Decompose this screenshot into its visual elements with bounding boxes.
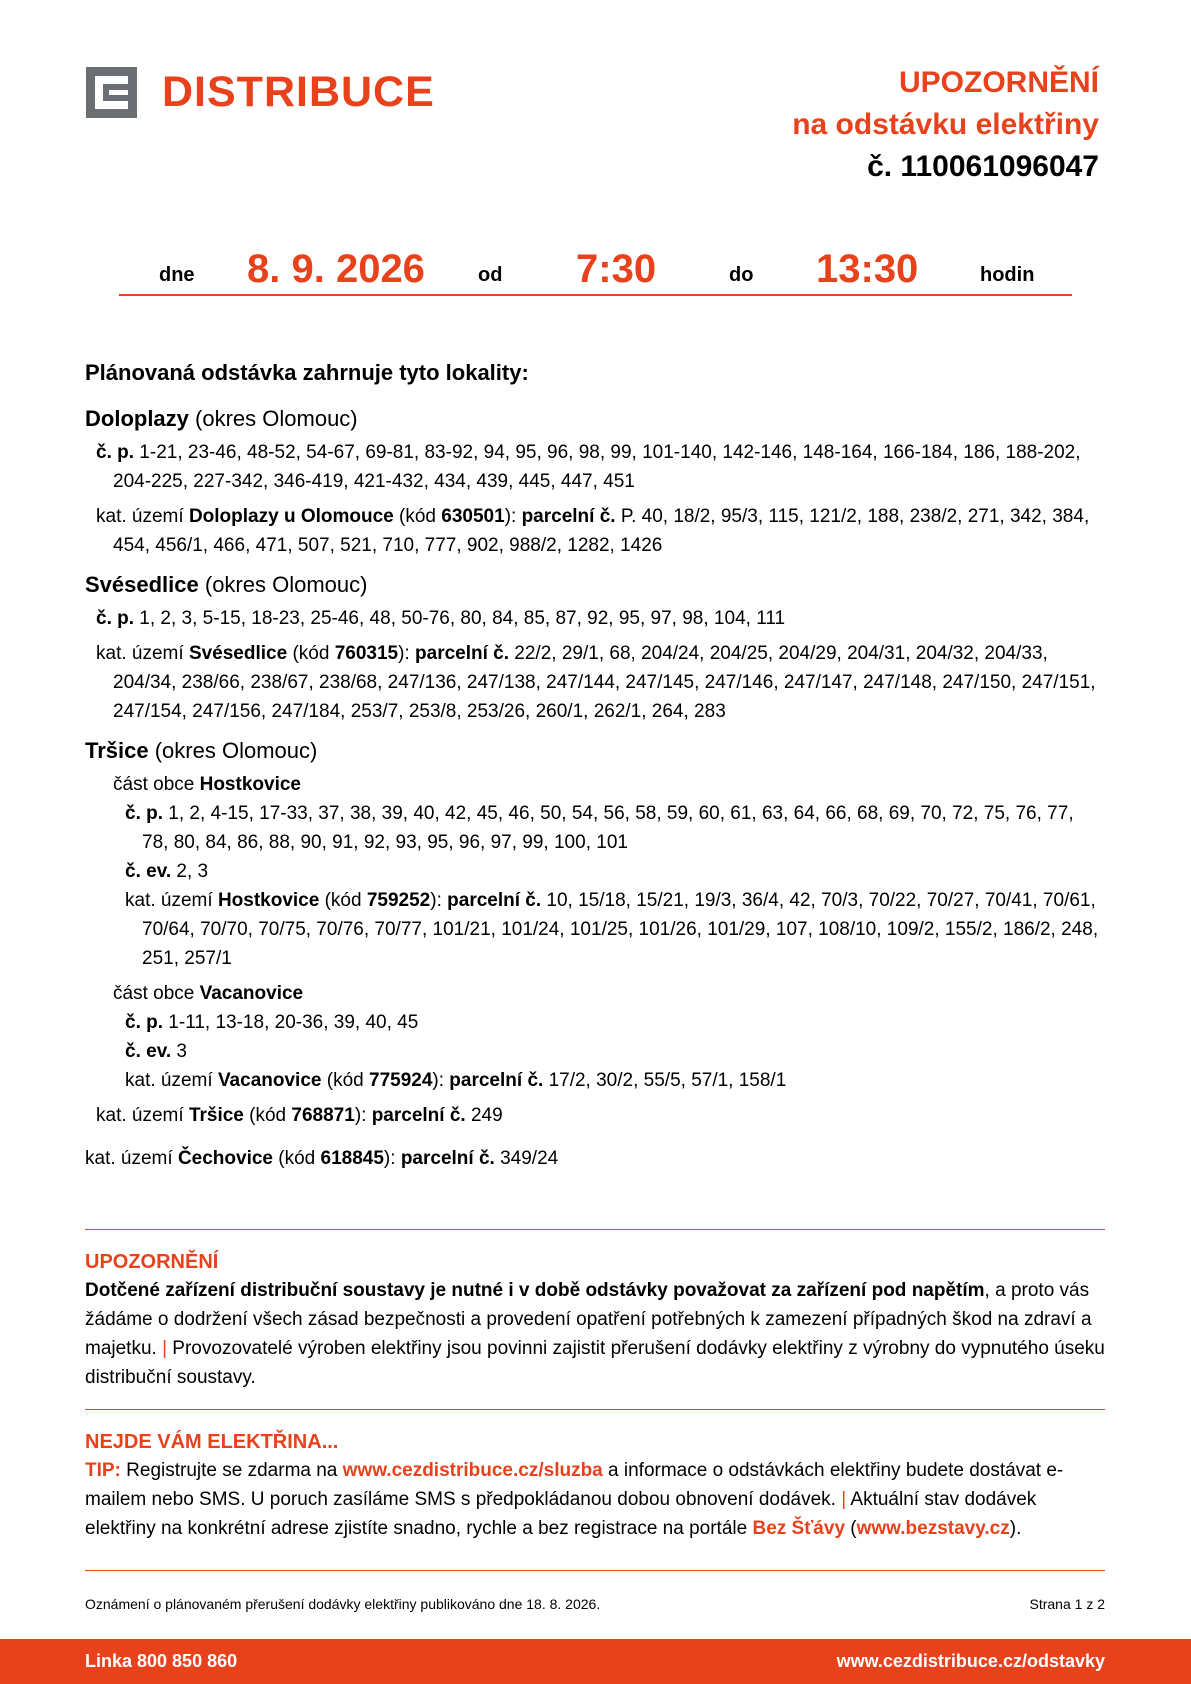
house-numbers: č. p. 1-21, 23-46, 48-52, 54-67, 69-81, 83-92, 94, 95, 96, 98, 99, 101-140, 142-146, 148-164, 166-184, 186, 188-202, 204-225, 227-342, 346-419, 421-432, 434, 439, 445, 447, 451 (96, 442, 1081, 492)
notice-title-line1: UPOZORNĚNÍ (898, 66, 1099, 99)
cadastral-parcels: kat. území Vacanovice (kód 775924): parcelní č. 17/2, 30/2, 55/5, 57/1, 158/1 (125, 1070, 787, 1091)
locality-svesedlice: Svésedlice (okres Olomouc) (85, 572, 368, 597)
bez-stavy-brand: Bez Šťávy (752, 1518, 846, 1539)
hotline[interactable]: Linka 800 850 860 (85, 1651, 238, 1671)
localities-section (85, 358, 1105, 1173)
registry-numbers: č. ev. 3 (125, 1041, 187, 1062)
municipal-part-vacanovice: část obce Vacanovice (113, 983, 304, 1004)
footer-url[interactable]: www.cezdistribuce.cz/odstavky (836, 1651, 1105, 1671)
locality-name: Svésedlice (85, 572, 199, 597)
municipal-part-hostkovice: část obce Hostkovice (113, 774, 301, 795)
warning-text: Dotčené zařízení distribuční soustavy je nutné i v době odstávky považovat za zařízení pod napětím, a proto vás žádáme o dodržení všech zásad bezpečnosti a provedení opatření potřebných k zamezení případných škod na zdraví a majetku. | Provozovatelé výroben elektřiny jsou povinni zajistit přerušení dodávky elektřiny z výrobny do vypnutého úseku distribuční soustavy. (85, 1280, 1105, 1388)
locality-name: Doloplazy (85, 406, 189, 431)
to-time: 13:30 (816, 247, 919, 291)
footer-bar (0, 1639, 1191, 1684)
notice-title (792, 62, 1099, 188)
cadastral-parcels: kat. území Doloplazy u Olomouce (kód 630501): parcelní č. P. 40, 18/2, 95/3, 115, 121/2, 188, 238/2, 271, 342, 384, 454, 456/1, 466, 471, 507, 521, 710, 777, 902, 988/2, 1282, 1426 (96, 506, 1090, 556)
cadastral-parcels: kat. území Svésedlice (kód 760315): parcelní č. 22/2, 29/1, 68, 204/24, 204/25, 204/29, 204/31, 204/32, 204/33, 204/34, 238/66, 238/67, 238/68, 247/136, 247/138, 247/144, 247/145, 247/146, 247/147, 247/148, 247/150, 247/151, 247/154, 247/156, 247/184, 253/7, 253/8, 253/26, 260/1, 262/1, 264, 283 (96, 643, 1096, 722)
outage-schedule (119, 243, 1072, 296)
locality-trsice: Tršice (okres Olomouc) (85, 738, 318, 763)
divider (85, 1570, 1105, 1571)
page-number: Strana 1 z 2 (1029, 1596, 1105, 1612)
locality-doloplazy: Doloplazy (okres Olomouc) (85, 406, 358, 431)
no-power-heading: NEJDE VÁM ELEKTŘINA... (85, 1431, 339, 1453)
cez-distribuce-logo (86, 67, 435, 118)
logo-wordmark: DISTRIBUCE (162, 68, 435, 116)
from-time: 7:30 (576, 247, 657, 291)
locality-name: Tršice (85, 738, 149, 763)
notice-number: č. 110061096047 (867, 150, 1099, 183)
house-numbers: č. p. 1, 2, 3, 5-15, 18-23, 25-46, 48, 50-76, 80, 84, 85, 87, 92, 95, 97, 98, 104, 111 (96, 608, 786, 629)
registration-link[interactable]: www.cezdistribuce.cz/sluzba (342, 1460, 603, 1481)
notice-title-line2: na odstávku elektřiny (792, 108, 1099, 141)
bezstavy-link[interactable]: www.bezstavy.cz (856, 1518, 1010, 1539)
cadastral-parcels: kat. území Tršice (kód 768871): parcelní č. 249 (96, 1105, 503, 1126)
localities-intro: Plánovaná odstávka zahrnuje tyto lokality: (85, 360, 529, 385)
cadastral-cechovice: kat. území Čechovice (kód 618845): parcelní č. 349/24 (85, 1148, 559, 1169)
house-numbers: č. p. 1, 2, 4-15, 17-33, 37, 38, 39, 40, 42, 45, 46, 50, 54, 56, 58, 59, 60, 61, 63, 64, 66, 68, 69, 70, 72, 75, 76, 77, 78, 80, 84, 86, 88, 90, 91, 92, 93, 95, 96, 97, 99, 100, 101 (125, 803, 1074, 853)
cadastral-parcels: kat. území Hostkovice (kód 759252): parcelní č. 10, 15/18, 15/21, 19/3, 36/4, 42, 70/3, 70/22, 70/27, 70/41, 70/61, 70/64, 70/70, 70/75, 70/76, 70/77, 101/21, 101/24, 101/25, 101/26, 101/29, 107, 108/10, 109/2, 155/2, 186/2, 248, 251, 257/1 (125, 890, 1099, 969)
warning-heading: UPOZORNĚNÍ (85, 1251, 219, 1273)
to-label: do (729, 264, 754, 286)
hours-label: hodin (980, 264, 1035, 286)
from-label: od (478, 264, 503, 286)
safety-warning (85, 1229, 1105, 1392)
no-power-tips (85, 1409, 1105, 1543)
outage-date: 8. 9. 2026 (247, 247, 425, 291)
house-numbers: č. p. 1-11, 13-18, 20-36, 39, 40, 45 (125, 1012, 419, 1033)
day-label: dne (159, 264, 195, 286)
cez-logo-icon (86, 67, 137, 118)
no-power-text: TIP: Registrujte se zdarma na www.cezdistribuce.cz/sluzba a informace o odstávkách elektřiny budete dostávat e-mailem nebo SMS. U poruch zasíláme SMS s předpokládanou dobou obnovení dodávek. | Aktuální stav dodávek elektřiny na konkrétní adrese zjistíte snadno, rychle a bez registrace na portále Bez Šťávy (www.bezstavy.cz). (85, 1460, 1064, 1539)
publication-note: Oznámení o plánovaném přerušení dodávky elektřiny publikováno dne 18. 8. 2026. (85, 1596, 601, 1612)
registry-numbers: č. ev. 2, 3 (125, 861, 209, 882)
